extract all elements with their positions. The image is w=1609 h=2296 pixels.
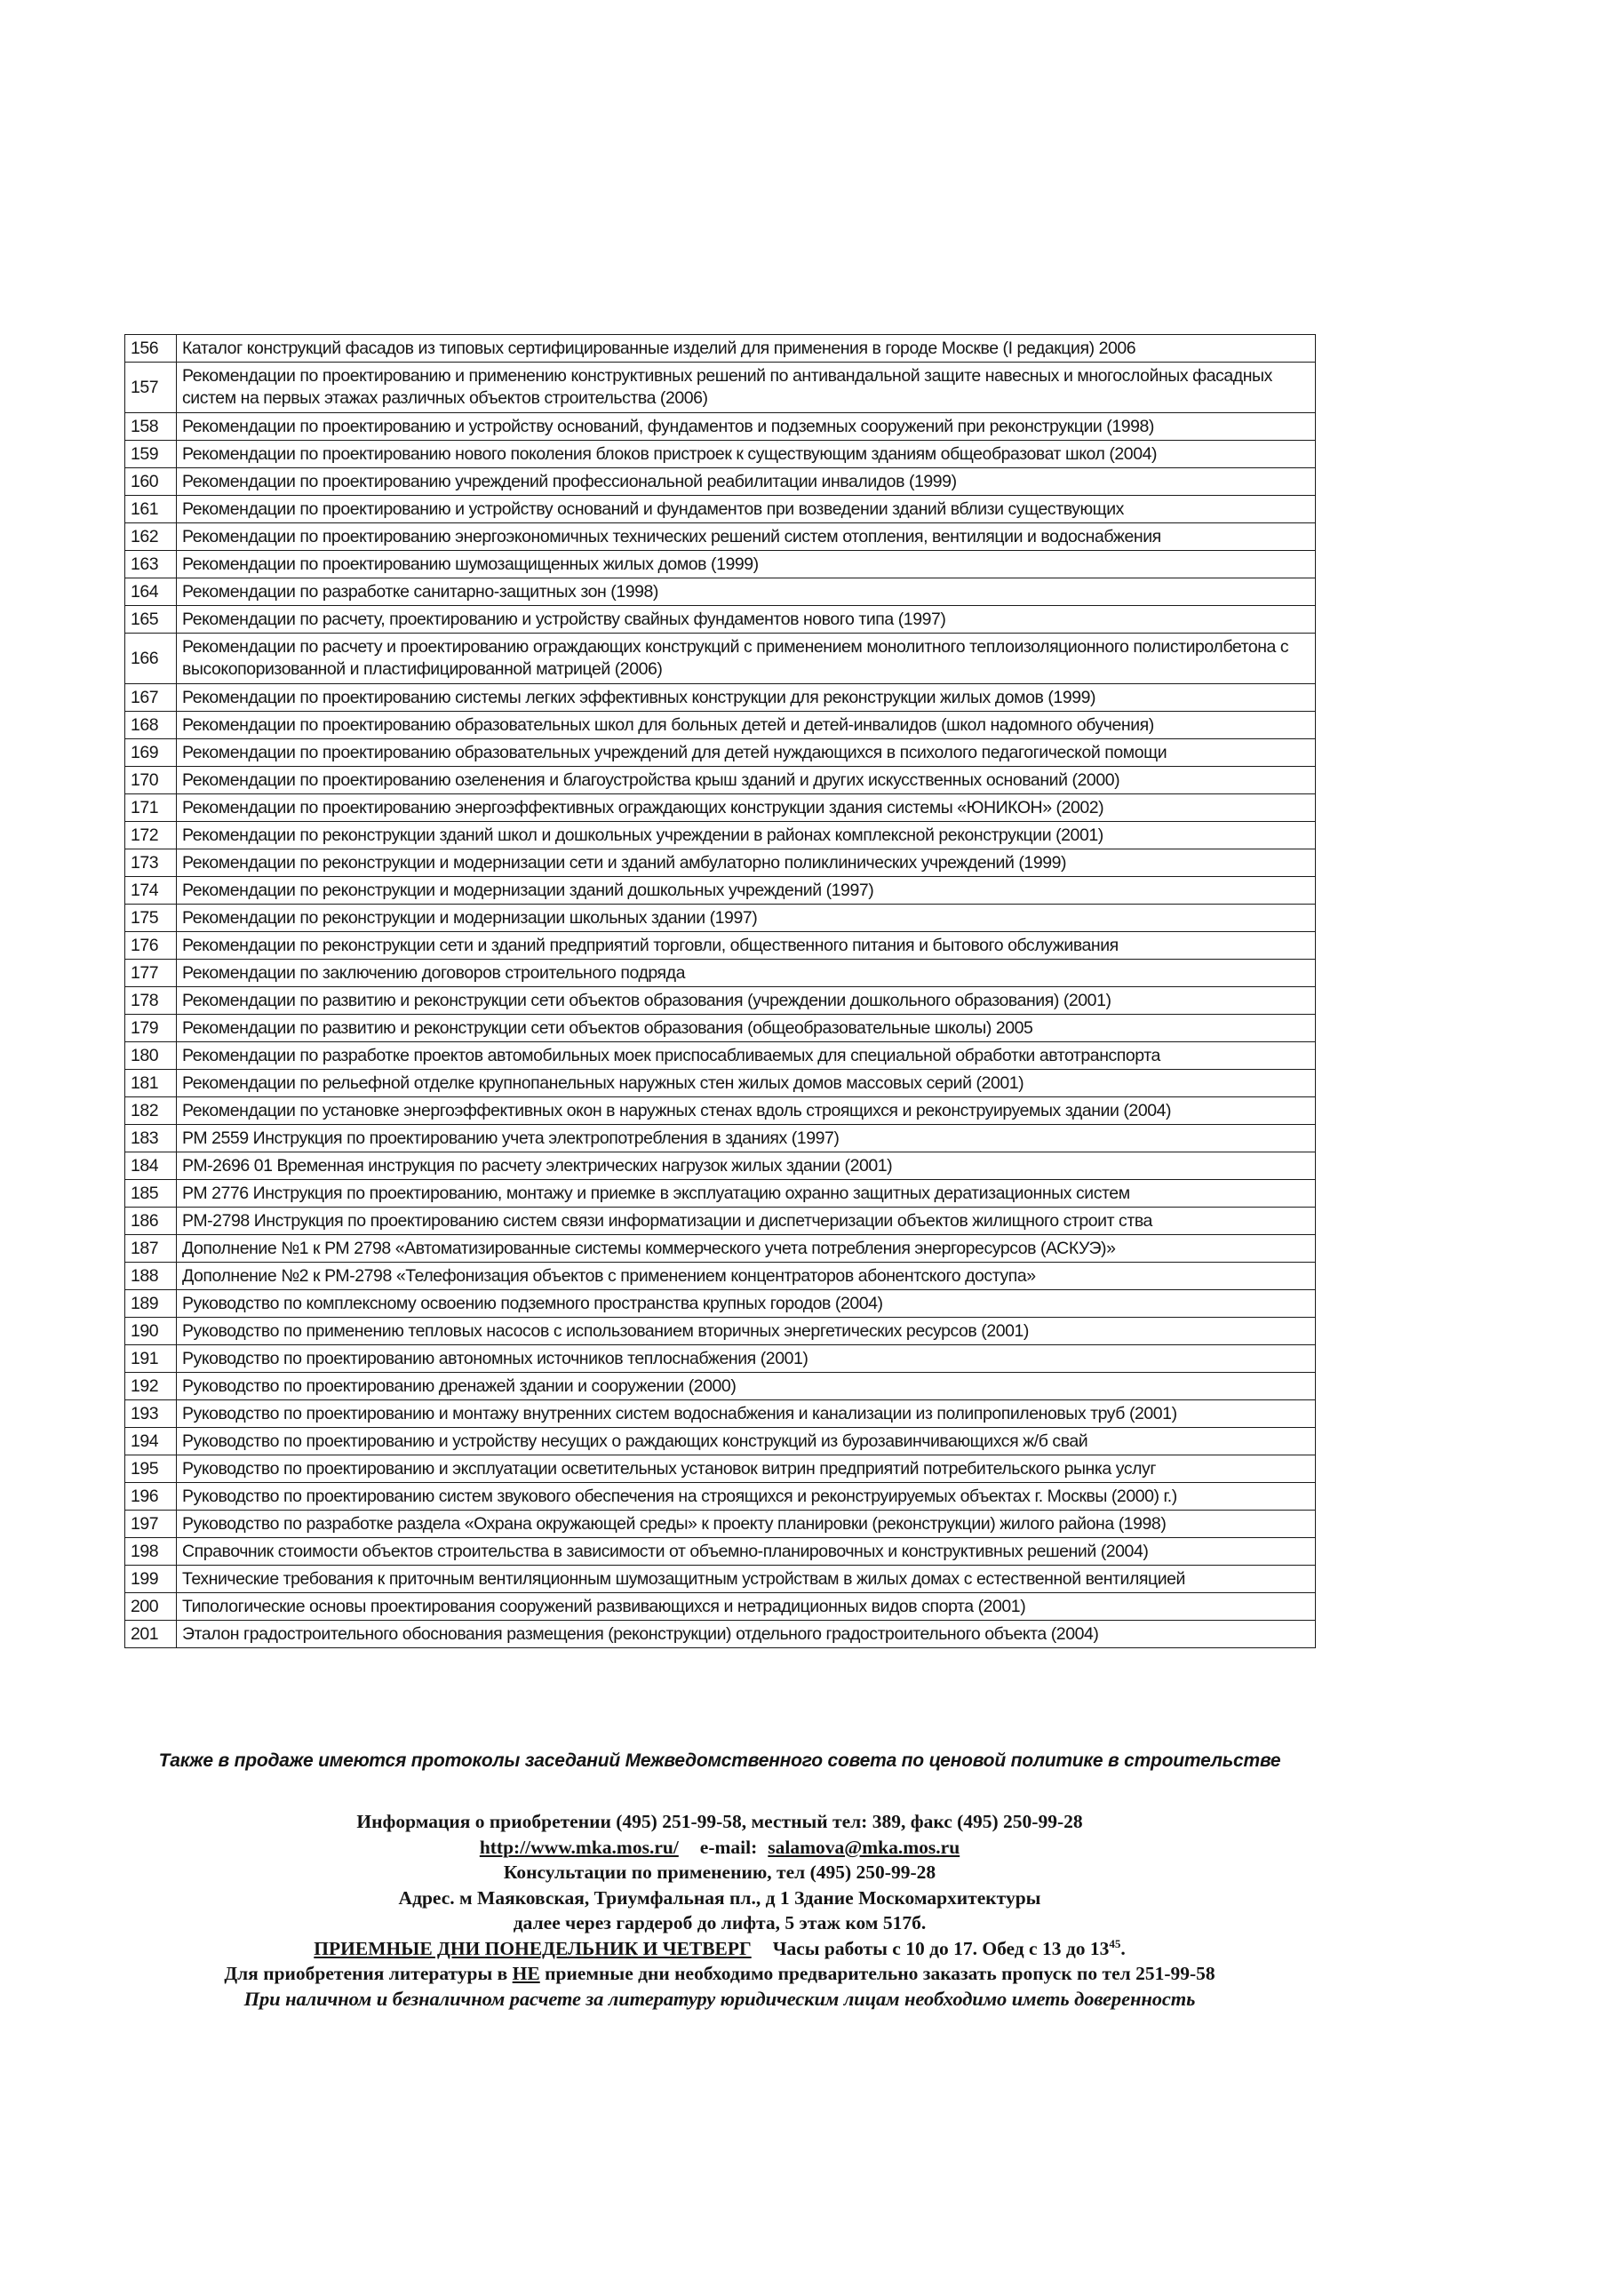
row-title: Рекомендации по проектированию энергоэффективных ограждающих конструкции здания системы «ЮНИКОН» (2002) [177,794,1316,822]
table-row [125,987,1316,1015]
row-title: Рекомендации по развитию и реконструкции сети объектов образования (учреждении дошкольного образования) (2001) [177,987,1316,1015]
directions-line: далее через гардероб до лифта, 5 этаж ком 517б. [513,1912,927,1933]
pass-order-not: НЕ [512,1963,540,1984]
row-title: Эталон градостроительного обоснования размещения (реконструкции) отдельного градостроительного объекта (2004) [177,1621,1316,1648]
working-hours-minutes: 45 [1109,1936,1121,1950]
table-row [125,578,1316,606]
row-title: Руководство по проектированию автономных источников теплоснабжения (2001) [177,1345,1316,1373]
row-title: Рекомендации по проектированию нового поколения блоков пристроек к существующим зданиям общеобразоват школ (2004) [177,441,1316,468]
table-row [125,684,1316,712]
table-row [125,1400,1316,1428]
table-row [125,441,1316,468]
row-title: Руководство по проектированию систем звукового обеспечения на строящихся и реконструируемых объектах г. Москвы (2000) г.) [177,1483,1316,1511]
table-row [125,767,1316,794]
row-title: Рекомендации по проектированию и применению конструктивных решений по антивандальной защите навесных и многослойных фасадных систем на первых этажах различных объектов строительства (2006) [177,363,1316,413]
row-number: 185 [125,1180,177,1208]
table-row [125,1208,1316,1235]
row-title: Типологические основы проектирования сооружений развивающихся и нетрадиционных видов спорта (2001) [177,1593,1316,1621]
row-number: 190 [125,1318,177,1345]
table-row [125,1373,1316,1400]
row-number: 171 [125,794,177,822]
legal-entities-note: При наличном и безналичном расчете за литературу юридическим лицам необходимо иметь доверенность [243,1987,1196,2010]
row-title: РМ-2798 Инструкция по проектированию систем связи информатизации и диспетчеризации объектов жилищного строит ства [177,1208,1316,1235]
table-row [125,712,1316,739]
row-number: 157 [125,363,177,413]
row-title: Рекомендации по реконструкции и модернизации школьных здании (1997) [177,905,1316,932]
publications-table-body [125,335,1316,1648]
row-title: Руководство по проектированию и устройству несущих о раждающих конструкций из бурозавинчивающихся ж/б свай [177,1428,1316,1455]
row-title: РМ 2776 Инструкция по проектированию, монтажу и приемке в эксплуатацию охранно защитных дератизационных систем [177,1180,1316,1208]
row-number: 177 [125,960,177,987]
row-number: 188 [125,1263,177,1290]
row-number: 191 [125,1345,177,1373]
working-hours: Часы работы с 10 до 17. Обед с 13 до 13 [772,1937,1110,1959]
table-row [125,1566,1316,1593]
table-row [125,822,1316,849]
row-number: 198 [125,1538,177,1566]
table-row [125,1290,1316,1318]
row-title: Рекомендации по проектированию образовательных учреждений для детей нуждающихся в психолого педагогической помощи [177,739,1316,767]
row-title: Справочник стоимости объектов строительства в зависимости от объемно-планировочных и конструктивных решений (2004) [177,1538,1316,1566]
table-row [125,1538,1316,1566]
table-row [125,1263,1316,1290]
row-title: Каталог конструкций фасадов из типовых сертифицированные изделий для применения в городе Москве (I редакция) 2006 [177,335,1316,363]
pass-order-line [89,1961,1350,1987]
working-hours-tail: . [1120,1937,1126,1959]
row-number: 164 [125,578,177,606]
table-row [125,1152,1316,1180]
table-row [125,634,1316,684]
row-number: 196 [125,1483,177,1511]
row-title: Дополнение №2 к РМ-2798 «Телефонизация объектов с применением концентраторов абонентского доступа» [177,1263,1316,1290]
table-row [125,1593,1316,1621]
pass-order-prefix: Для приобретения литературы в [224,1963,508,1984]
table-row [125,739,1316,767]
table-row [125,1455,1316,1483]
row-title: Руководство по проектированию и эксплуатации осветительных установок витрин предприятий потребительского рынка услуг [177,1455,1316,1483]
table-row [125,849,1316,877]
table-row [125,363,1316,413]
row-title: РМ 2559 Инструкция по проектированию учета электропотребления в зданиях (1997) [177,1125,1316,1152]
address-line: Адрес. м Маяковская, Триумфальная пл., д 1 Здание Москомархитектуры [398,1886,1041,1909]
row-number: 173 [125,849,177,877]
email-label: e-mail: [699,1836,758,1858]
table-row [125,905,1316,932]
row-title: Рекомендации по проектированию шумозащищенных жилых домов (1999) [177,551,1316,578]
row-number: 172 [125,822,177,849]
row-number: 165 [125,606,177,634]
row-title: Рекомендации по рельефной отделке крупнопанельных наружных стен жилых домов массовых серий (2001) [177,1070,1316,1097]
row-title: Рекомендации по проектированию учреждений профессиональной реабилитации инвалидов (1999) [177,468,1316,496]
table-row [125,551,1316,578]
row-number: 156 [125,335,177,363]
row-title: Руководство по комплексному освоению подземного пространства крупных городов (2004) [177,1290,1316,1318]
row-number: 183 [125,1125,177,1152]
protocols-note: Также в продаже имеются протоколы заседаний Межведомственного совета по ценовой политике в строительстве [158,1750,1281,1771]
row-number: 186 [125,1208,177,1235]
table-row [125,1070,1316,1097]
row-number: 184 [125,1152,177,1180]
row-title: РМ-2696 01 Временная инструкция по расчету электрических нагрузок жилых здании (2001) [177,1152,1316,1180]
reception-days-heading: ПРИЕМНЫЕ ДНИ ПОНЕДЕЛЬНИК И ЧЕТВЕРГ [314,1937,752,1959]
row-number: 166 [125,634,177,684]
web-contacts-line [89,1835,1350,1861]
row-title: Руководство по разработке раздела «Охрана окружающей среды» к проекту планировки (реконструкции) жилого района (1998) [177,1511,1316,1538]
table-row [125,1345,1316,1373]
row-number: 189 [125,1290,177,1318]
website-link[interactable]: http://www.mka.mos.ru/ [479,1836,679,1858]
row-number: 158 [125,413,177,441]
table-row [125,523,1316,551]
row-title: Рекомендации по реконструкции зданий школ и дошкольных учреждении в районах комплексной реконструкции (2001) [177,822,1316,849]
table-row [125,496,1316,523]
pass-order-suffix: приемные дни необходимо предварительно заказать пропуск по тел 251-99-58 [545,1963,1215,1984]
row-number: 179 [125,1015,177,1042]
table-row [125,335,1316,363]
reception-days-line [89,1936,1350,1962]
row-number: 199 [125,1566,177,1593]
row-number: 180 [125,1042,177,1070]
table-row [125,1042,1316,1070]
row-title: Рекомендации по проектированию образовательных школ для больных детей и детей-инвалидов (школ надомного обучения) [177,712,1316,739]
row-number: 162 [125,523,177,551]
row-number: 168 [125,712,177,739]
row-title: Рекомендации по расчету, проектированию и устройству свайных фундаментов нового типа (1997) [177,606,1316,634]
row-number: 192 [125,1373,177,1400]
table-row [125,877,1316,905]
email-link[interactable]: salamova@mka.mos.ru [768,1836,960,1858]
row-number: 195 [125,1455,177,1483]
row-number: 161 [125,496,177,523]
row-title: Технические требования к приточным вентиляционным шумозащитным устройствам в жилых домах с естественной вентиляцией [177,1566,1316,1593]
row-number: 169 [125,739,177,767]
table-row [125,960,1316,987]
row-number: 174 [125,877,177,905]
row-number: 175 [125,905,177,932]
row-number: 160 [125,468,177,496]
publications-table [124,334,1316,1648]
row-title: Рекомендации по расчету и проектированию ограждающих конструкций с применением монолитного теплоизоляционного полистиролбетона с высокопоризованной и пластифицированной матрицей (2006) [177,634,1316,684]
purchase-info-line: Информация о приобретении (495) 251-99-58, местный тел: 389, факс (495) 250-99-28 [356,1811,1083,1832]
consultation-line: Консультации по применению, тел (495) 250-99-28 [503,1862,936,1883]
row-number: 178 [125,987,177,1015]
row-number: 163 [125,551,177,578]
row-title: Дополнение №1 к РМ 2798 «Автоматизированные системы коммерческого учета потребления энергоресурсов (АСКУЭ)» [177,1235,1316,1263]
row-title: Руководство по проектированию и монтажу внутренних систем водоснабжения и канализации из полипропиленовых труб (2001) [177,1400,1316,1428]
row-number: 200 [125,1593,177,1621]
row-title: Рекомендации по реконструкции и модернизации зданий дошкольных учреждений (1997) [177,877,1316,905]
table-row [125,1428,1316,1455]
row-number: 201 [125,1621,177,1648]
row-number: 182 [125,1097,177,1125]
row-number: 170 [125,767,177,794]
row-title: Рекомендации по разработке санитарно-защитных зон (1998) [177,578,1316,606]
table-row [125,413,1316,441]
row-number: 193 [125,1400,177,1428]
row-title: Рекомендации по проектированию энергоэкономичных технических решений систем отопления, вентиляции и водоснабжения [177,523,1316,551]
table-row [125,1318,1316,1345]
row-number: 181 [125,1070,177,1097]
row-title: Рекомендации по проектированию системы легких эффективных конструкции для реконструкции жилых домов (1999) [177,684,1316,712]
row-title: Рекомендации по заключению договоров строительного подряда [177,960,1316,987]
row-title: Рекомендации по развитию и реконструкции сети объектов образования (общеобразовательные школы) 2005 [177,1015,1316,1042]
row-title: Руководство по применению тепловых насосов с использованием вторичных энергетических ресурсов (2001) [177,1318,1316,1345]
row-number: 197 [125,1511,177,1538]
table-row [125,1511,1316,1538]
row-number: 194 [125,1428,177,1455]
table-row [125,1125,1316,1152]
row-title: Рекомендации по проектированию и устройству оснований и фундаментов при возведении зданий вблизи существующих [177,496,1316,523]
row-title: Рекомендации по проектированию озеленения и благоустройства крыш зданий и других искусственных оснований (2000) [177,767,1316,794]
table-row [125,932,1316,960]
table-row [125,1621,1316,1648]
row-title: Рекомендации по установке энергоэффективных окон в наружных стенах вдоль строящихся и реконструируемых здании (2004) [177,1097,1316,1125]
table-row [125,1180,1316,1208]
row-title: Рекомендации по разработке проектов автомобильных моек приспосабливаемых для специальной обработки автотранспорта [177,1042,1316,1070]
table-row [125,1097,1316,1125]
contact-block [89,1809,1350,2012]
table-row [125,1235,1316,1263]
row-number: 167 [125,684,177,712]
row-number: 176 [125,932,177,960]
table-row [125,794,1316,822]
table-row [125,1483,1316,1511]
table-row [125,468,1316,496]
row-title: Рекомендации по реконструкции и модернизации сети и зданий амбулаторно поликлинических учреждений (1999) [177,849,1316,877]
row-number: 159 [125,441,177,468]
row-number: 187 [125,1235,177,1263]
table-row [125,1015,1316,1042]
table-row [125,606,1316,634]
row-title: Руководство по проектированию дренажей здании и сооружении (2000) [177,1373,1316,1400]
row-title: Рекомендации по реконструкции сети и зданий предприятий торговли, общественного питания и бытового обслуживания [177,932,1316,960]
row-title: Рекомендации по проектированию и устройству оснований, фундаментов и подземных сооружений при реконструкции (1998) [177,413,1316,441]
